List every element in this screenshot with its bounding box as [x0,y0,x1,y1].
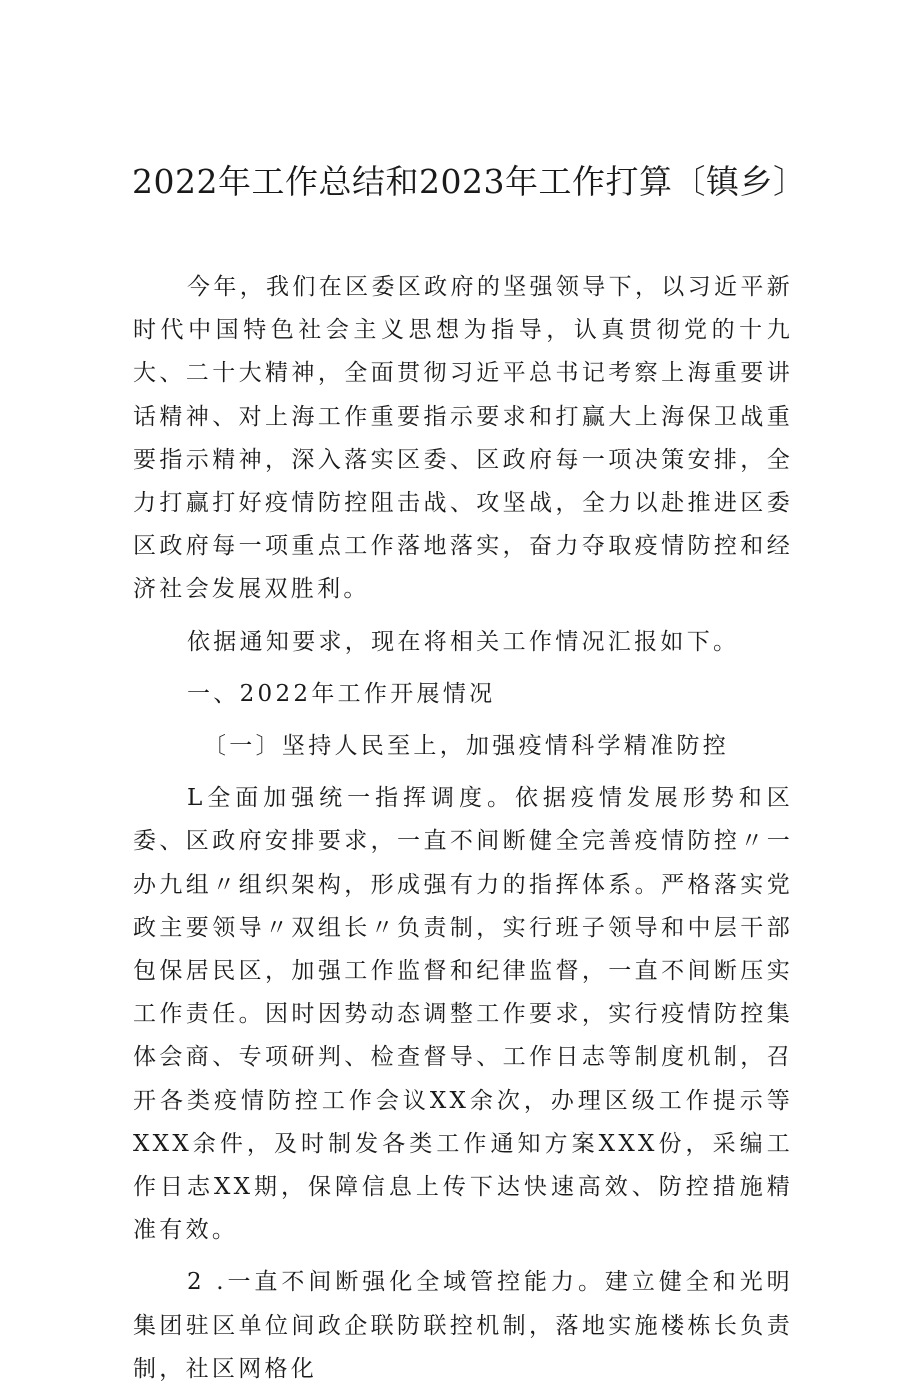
document-body [133,266,793,1391]
intro-paragraph: 今年，我们在区委区政府的坚强领导下，以习近平新时代中国特色社会主义思想为指导，认真贯彻党的十九大、二十大精神，全面贯彻习近平总书记考察上海重要讲话精神、对上海工作重要指示要求和打赢大上海保卫战重要指示精神，深入落实区委、区政府每一项决策安排，全力打赢打好疫情防控阻击战、攻坚战，全力以赴推进区委区政府每一项重点工作落地落实，奋力夺取疫情防控和经济社会发展双胜利。 [133,274,793,603]
report-intro-paragraph: 依据通知要求，现在将相关工作情况汇报如下。 [187,628,740,655]
subsection-heading: 〔一〕坚持人民至上，加强疫情科学精准防控 [203,733,729,760]
item-2-paragraph: 2 .一直不间断强化全域管控能力。建立健全和光明集团驻区单位间政企联防联控机制，落地实施楼栋长负责制，社区网格化 [133,1269,793,1382]
document-title: 2022年工作总结和2023年工作打算〔镇乡〕 [132,162,807,201]
item-1-paragraph: L全面加强统一指挥调度。依据疫情发展形势和区委、区政府安排要求，一直不间断健全完善疫情防控〃一办九组〃组织架构，形成强有力的指挥体系。严格落实党政主要领导〃双组长〃负责制，实行班子领导和中层干部包保居民区，加强工作监督和纪律监督，一直不间断压实工作责任。因时因势动态调整工作要求，实行疫情防控集体会商、专项研判、检查督导、工作日志等制度机制，召开各类疫情防控工作会议XX余次，办理区级工作提示等XXX余件，及时制发各类工作通知方案XXX份，采编工作日志XX期，保障信息上传下达快速高效、防控措施精准有效。 [133,785,793,1244]
section-heading: 一、2022年工作开展情况 [187,680,496,707]
